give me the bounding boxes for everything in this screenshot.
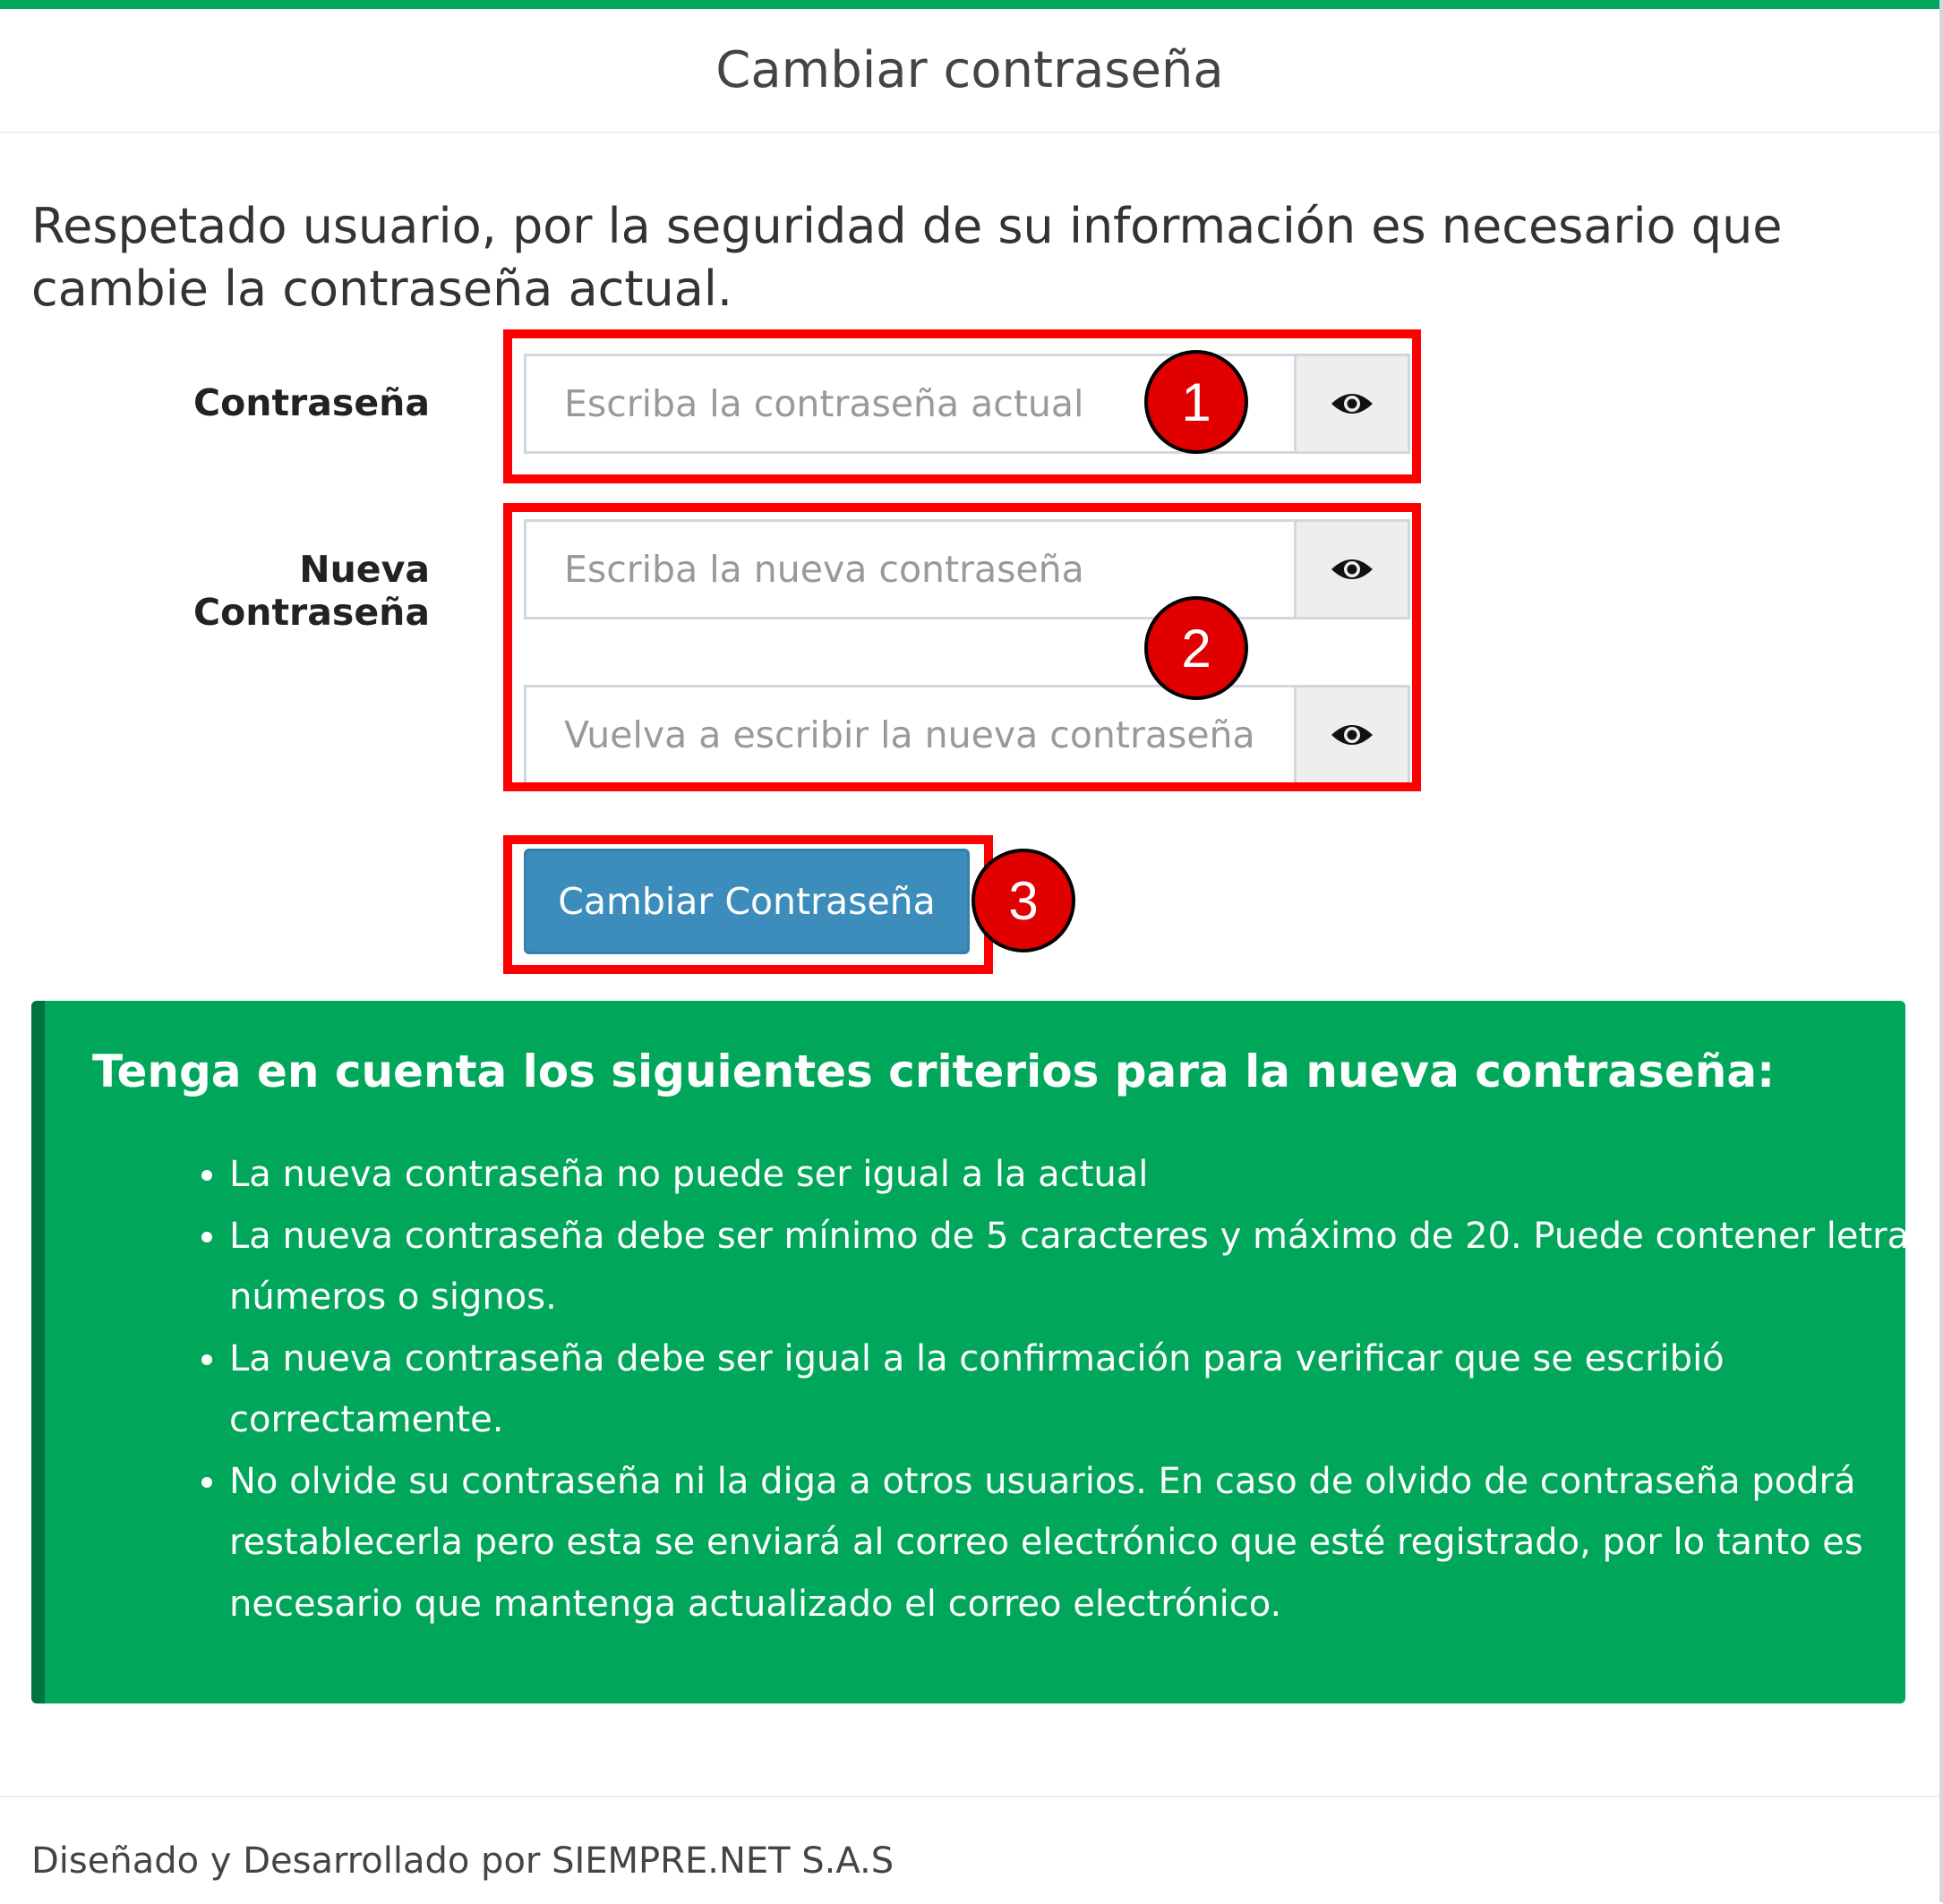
page-title: Cambiar contraseña bbox=[715, 41, 1224, 99]
modal-footer bbox=[0, 1796, 1939, 1904]
criteria-item: • La nueva contraseña no puede ser igual a la actual bbox=[229, 1144, 1943, 1206]
top-accent-bar bbox=[0, 0, 1943, 9]
criteria-list bbox=[104, 1144, 1943, 1635]
footer-credit: Diseñado y Desarrollado por SIEMPRE.NET S.A.S bbox=[31, 1840, 894, 1882]
criteria-title: Tenga en cuenta los siguientes criterios para la nueva contraseña: bbox=[92, 1046, 1776, 1097]
intro-text: Respetado usuario, por la seguridad de su información es necesario que cambie la contraseña actual. bbox=[31, 198, 1783, 317]
criteria-item: • La nueva contraseña debe ser mínimo de 5 caracteres y máximo de 20. Puede contener letras, números o signos. bbox=[229, 1206, 1943, 1328]
criteria-item: • No olvide su contraseña ni la diga a otros usuarios. En caso de olvido de contraseña podrá restablecerla pero esta se enviará al correo electrónico que esté registrado, por lo tanto es necesario que mantenga actualizado el correo electrónico. bbox=[229, 1451, 1943, 1635]
step-badge-1: 1 bbox=[1144, 350, 1248, 454]
step-badge-3: 3 bbox=[972, 849, 1075, 952]
criteria-item: • La nueva contraseña debe ser igual a la confirmación para verificar que se escribió correctamente. bbox=[229, 1328, 1943, 1451]
criteria-callout bbox=[31, 1001, 1939, 1703]
new-password-label: Nueva Contraseña bbox=[193, 548, 430, 634]
modal-header bbox=[0, 9, 1939, 133]
highlight-box-2 bbox=[503, 503, 1421, 791]
step-badge-2: 2 bbox=[1144, 596, 1248, 700]
highlight-box-1 bbox=[503, 329, 1421, 483]
highlight-box-3 bbox=[503, 835, 993, 974]
current-password-label: Contraseña bbox=[193, 381, 430, 424]
change-password-button[interactable]: Cambiar Contraseña bbox=[524, 849, 970, 954]
